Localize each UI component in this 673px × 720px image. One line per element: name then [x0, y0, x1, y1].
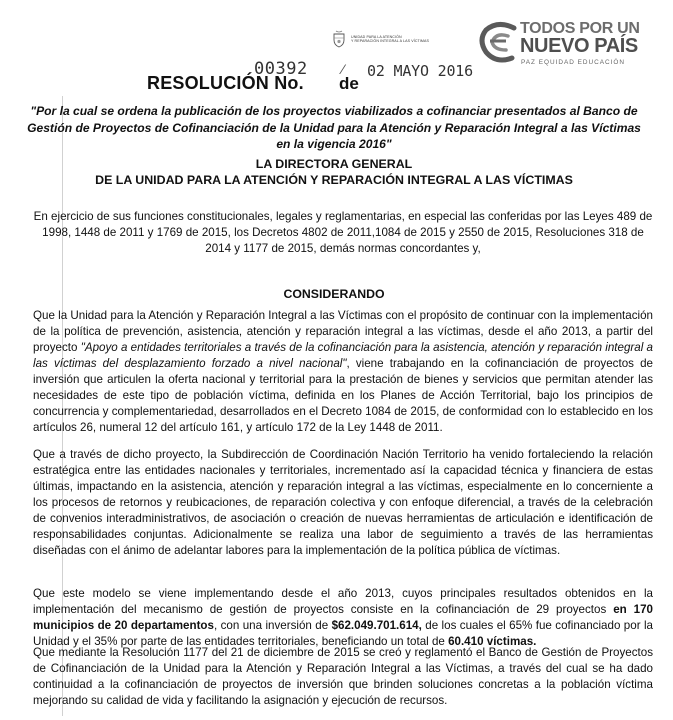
resolution-number: 00392 — [254, 59, 308, 79]
entity-name-line2: Y REPARACIÓN INTEGRAL A LAS VÍCTIMAS — [351, 39, 430, 43]
victims-count-highlight: 60.410 víctimas. — [448, 635, 537, 648]
stamp-mark-icon: ⁄ — [342, 61, 345, 77]
considerando-paragraph-2: Que a través de dicho proyecto, la Subdirección de Coordinación Nación Territorio ha venido fortaleciendo la relación estratégica entre las entidades nacionales y territoriales, incrementado así la capacidad técnica y financiera de estas últimas, impactando en la asistencia, atención y reparación integral a las víctimas, especialmente en lo concerniente a los procesos de retornos y reubicaciones, de reparación colectiva y con enfoque diferencial, a través de la celebración de convenios interadministrativos, de asociación o creación de nuevas herramientas de articulación e identificación de responsabilidades conjuntas. Adicionalmente se realiza una labor de seguimiento a través de las herramientas diseñadas con el ánimo de adelantar labores para la implementación de la política pública de víctimas. — [33, 448, 653, 557]
logo-text-line2: NUEVO PAÍS — [520, 35, 638, 57]
legal-powers-paragraph: En ejercicio de sus funciones constitucionales, legales y reglamentarias, en especial las conferidas por las Leyes 489 de 1998, 1448 de 2011 y 1769 de 2015, los Decretos 4802 de 2011,1084 de 2015 y 2550 de 2015, Resoluciones 318 de 2014 y 1177 de 2015, demás normas concordantes y, — [33, 210, 653, 255]
paragraph-3-text-c: de los cuales el 65% fue cofinanciado por la Unidad y el 35% por parte de las entidades territoriales, beneficiando un total de — [33, 619, 653, 648]
investment-amount-highlight: $62.049.701.614, — [331, 619, 422, 632]
coat-of-arms-icon — [331, 30, 347, 48]
logo-text-line1: TODOS POR UN — [520, 20, 640, 37]
considerando-heading: CONSIDERANDO — [283, 287, 385, 301]
government-logo — [478, 16, 640, 74]
issuer-heading — [20, 156, 648, 188]
considerando-paragraph-3 — [33, 586, 653, 650]
considerando-paragraph-4: Que mediante la Resolución 1177 del 21 de diciembre de 2015 se creó y reglamentó el Banco de Gestión de Proyectos de Cofinanciación de la Unidad para la Atención y Reparación Integral a las Víctimas, a través del cual se ha dado continuidad a la cofinanciación de proyectos de inversión que brinden soluciones concretas a la población víctima mejorando su calidad de vida y facilitando la asignación y ejecución de recursos. — [33, 646, 653, 707]
entity-name-line1: UNIDAD PARA LA ATENCIÓN — [351, 34, 402, 39]
logo-tagline: PAZ EQUIDAD EDUCACIÓN — [521, 59, 625, 66]
resolution-title: "Por la cual se ordena la publicación de los proyectos viabilizados a cofinanciar presentados al Banco de Gestión de Proyectos de Cofinanciación de la Unidad para la Atención y Reparación Integral a las Víctimas en la vigencia 2016" — [27, 104, 641, 151]
entity-name — [351, 35, 429, 44]
entity-header — [331, 29, 453, 49]
municipalities-highlight: en 170 municipios de 20 departamentos — [33, 603, 653, 632]
paragraph-1-text-a: Que la Unidad para la Atención y Reparación Integral a las Víctimas con el propósito de continuar con la implementación de la política de prevención, asistencia, atención y reparación integral a las víctimas, desde el año 2013, a partir del proyecto — [33, 309, 653, 354]
nuevo-pais-logo-icon — [478, 20, 518, 64]
considerando-paragraph-1 — [33, 308, 653, 436]
project-name-italic: "Apoyo a entidades territoriales a través de la cofinanciación para la asistencia, atención y reparación integral a las víctimas del desplazamiento forzado a nivel nacional" — [33, 341, 653, 370]
paragraph-3-text-b: , con una inversión de — [213, 619, 332, 632]
issuer-line2: DE LA UNIDAD PARA LA ATENCIÓN Y REPARACIÓN INTEGRAL A LAS VÍCTIMAS — [95, 173, 573, 187]
resolution-connector: de — [339, 74, 359, 93]
paragraph-1-text-b: , viene trabajando en la cofinanciación de proyectos de inversión que articulen la oferta nacional y territorial para la prestación de bienes y servicios que permitan atender las necesidades de este tipo de población víctima, definida en los Planes de Acción Territorial, bajo los principios de concurrencia y complementariedad, desarrollados en el Decreto 1084 de 2015, de conformidad con lo establecido en los artículos 26, numeral 12 del artículo 161, y artículo 172 de la Ley 1448 de 2011. — [33, 357, 654, 434]
resolution-date: 02 MAYO 2016 — [367, 62, 473, 80]
issuer-line1: LA DIRECTORA GENERAL — [255, 157, 413, 171]
resolution-label: RESOLUCIÓN No. — [147, 73, 304, 93]
paragraph-3-text-a: Que este modelo se viene implementando desde el año 2013, cuyos principales resultados obtenidos en la implementación del mecanismo de gestión de proyectos consiste en la cofinanciación de 29 proyectos — [33, 587, 653, 616]
